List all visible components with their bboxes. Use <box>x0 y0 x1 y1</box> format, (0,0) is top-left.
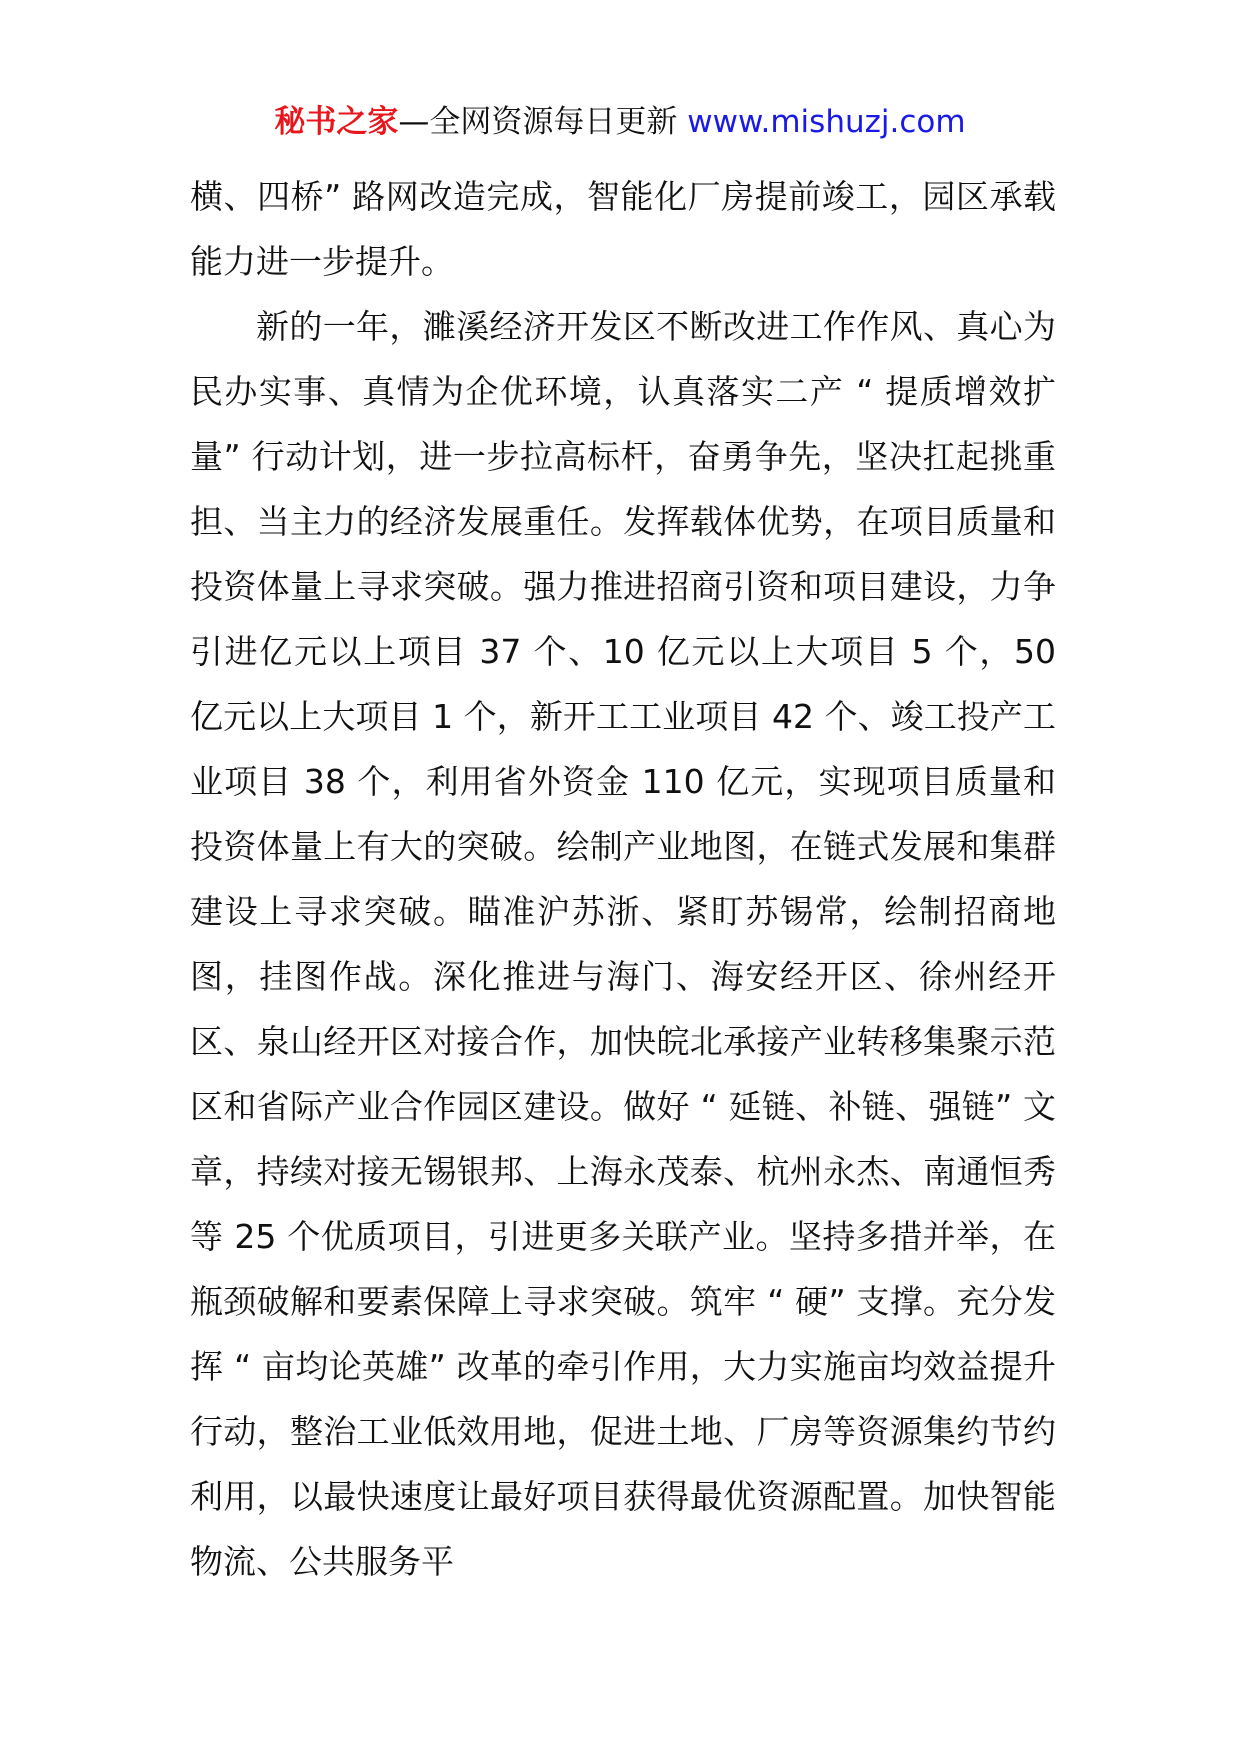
paragraph-main: 新的一年，濉溪经济开发区不断改进工作作风、真心为民办实事、真情为企优环境，认真落实二产 “ 提质增效扩量” 行动计划，进一步拉高标杆，奋勇争先，坚决扛起挑重担、当主力的经济发展重任。发挥载体优势，在项目质量和投资体量上寻求突破。强力推进招商引资和项目建设，力争引进亿元以上项目 37 个、10 亿元以上大项目 5 个，50 亿元以上大项目 1 个，新开工工业项目 42 个、竣工投产工业项目 38 个，利用省外资金 110 亿元，实现项目质量和投资体量上有大的突破。绘制产业地图，在链式发展和集群建设上寻求突破。瞄准沪苏浙、紧盯苏锡常，绘制招商地图，挂图作战。深化推进与海门、海安经开区、徐州经开区、泉山经开区对接合作，加快皖北承接产业转移集聚示范区和省际产业合作园区建设。做好 “ 延链、补链、强链” 文章，持续对接无锡银邦、上海永茂泰、杭州永杰、南通恒秀等 25 个优质项目，引进更多关联产业。坚持多措并举，在瓶颈破解和要素保障上寻求突破。筑牢 “ 硬” 支撑。充分发挥 “ 亩均论英雄” 改革的牵引作用，大力实施亩均效益提升行动，整治工业低效用地，促进土地、厂房等资源集约节约利用，以最快速度让最好项目获得最优资源配置。加快智能物流、公共服务平 <box>190 307 1056 1581</box>
document-body <box>190 164 1056 1594</box>
website-url[interactable]: www.mishuzj.com <box>687 104 966 140</box>
brand-name: 秘书之家 <box>274 104 399 140</box>
paragraph-continuation: 横、四桥” 路网改造完成，智能化厂房提前竣工，园区承载能力进一步提升。 <box>190 177 1056 281</box>
page-header <box>0 100 1240 144</box>
header-tagline: —全网资源每日更新 <box>398 104 688 140</box>
